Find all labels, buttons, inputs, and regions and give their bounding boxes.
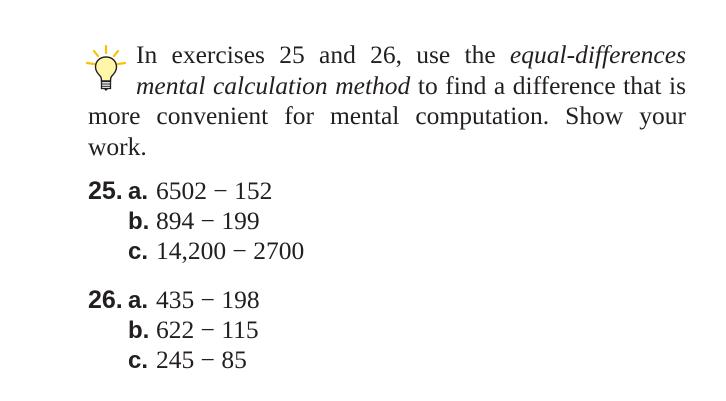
part-expression: 894 − 199: [156, 206, 260, 235]
part-expression: 622 − 115: [156, 315, 259, 344]
exercise-26: [88, 285, 260, 375]
exercise-26-part-b: [88, 315, 260, 345]
part-label: b.: [128, 317, 150, 344]
part-expression: 14,200 − 2700: [156, 236, 305, 265]
exercise-25-part-c: [88, 236, 304, 266]
exercise-26-part-c: [88, 345, 260, 375]
lightbulb-icon: [84, 40, 136, 98]
part-label: c.: [128, 347, 149, 374]
exercise-number: 26.: [88, 286, 123, 314]
exercise-number: 25.: [88, 177, 123, 205]
instructions-text-before: In exercises 25 and 26, use the: [136, 40, 510, 69]
part-label: a.: [128, 287, 149, 314]
exercise-25: [88, 176, 304, 266]
instructions-emphasis: equal-differences mental calculation method: [136, 40, 686, 100]
part-label: b.: [128, 208, 150, 235]
instructions-text-after: to find a difference that is more convenient for mental computation. Show your work.: [88, 70, 686, 161]
instructions-paragraph: [88, 40, 686, 162]
part-label: a.: [128, 178, 149, 205]
part-expression: 245 − 85: [156, 345, 247, 374]
part-label: c.: [128, 238, 149, 265]
exercise-25-part-a: [88, 176, 304, 206]
exercise-25-part-b: [88, 206, 304, 236]
part-expression: 435 − 198: [156, 285, 260, 314]
part-expression: 6502 − 152: [156, 176, 273, 205]
exercise-26-part-a: [88, 285, 260, 315]
